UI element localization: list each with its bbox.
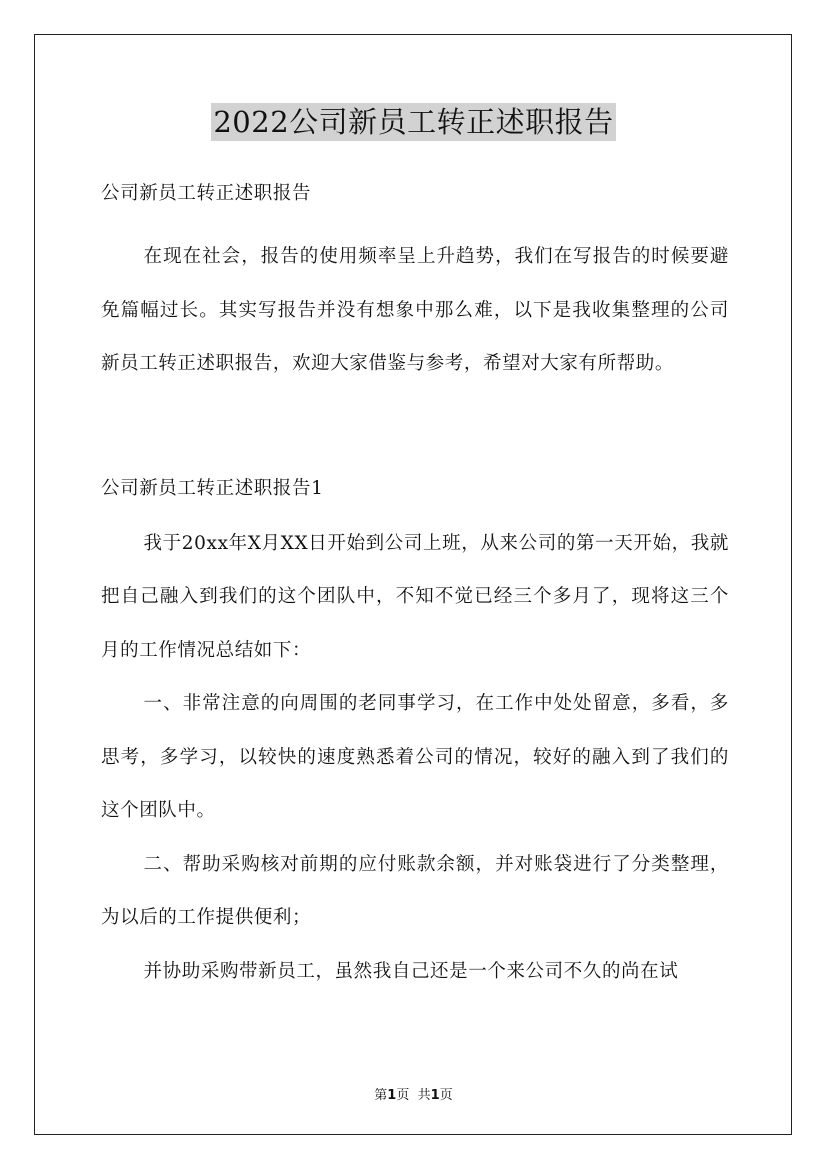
document-title: 2022公司新员工转正述职报告 bbox=[213, 105, 614, 139]
total-suffix: 页 bbox=[439, 1088, 453, 1103]
page-number: 1 bbox=[387, 1088, 397, 1103]
title-container bbox=[0, 103, 827, 141]
body-paragraph: 一、非常注意的向周围的老同事学习，在工作中处处留意，多看，多思考，多学习，以较快的速度熟悉着公司的情况，较好的融入到了我们的这个团队中。 bbox=[101, 693, 729, 821]
document-body bbox=[101, 176, 729, 998]
page-suffix: 页 bbox=[396, 1088, 410, 1103]
section-heading: 公司新员工转正述职报告 bbox=[101, 183, 312, 204]
intro-paragraph: 在现在社会，报告的使用频率呈上升趋势，我们在写报告的时候要避免篇幅过长。其实写报告并没有想象中那么难，以下是我收集整理的公司新员工转正述职报告，欢迎大家借鉴与参考，希望对大家有所帮助。 bbox=[101, 246, 729, 374]
body-paragraph: 二、帮助采购核对前期的应付账款余额，并对账袋进行了分类整理，为以后的工作提供便利； bbox=[101, 853, 729, 928]
report-heading: 公司新员工转正述职报告1 bbox=[101, 477, 324, 499]
page-prefix: 第 bbox=[374, 1088, 388, 1103]
page-footer bbox=[0, 1084, 827, 1103]
page-total: 1 bbox=[430, 1088, 440, 1103]
total-prefix: 共 bbox=[417, 1088, 431, 1103]
body-paragraph: 并协助采购带新员工，虽然我自己还是一个来公司不久的尚在试 bbox=[143, 960, 679, 982]
body-paragraph: 我于20xx年X月XX日开始到公司上班，从来公司的第一天开始，我就把自己融入到我们的这个团队中，不知不觉已经三个多月了，现将这三个月的工作情况总结如下： bbox=[101, 532, 729, 661]
